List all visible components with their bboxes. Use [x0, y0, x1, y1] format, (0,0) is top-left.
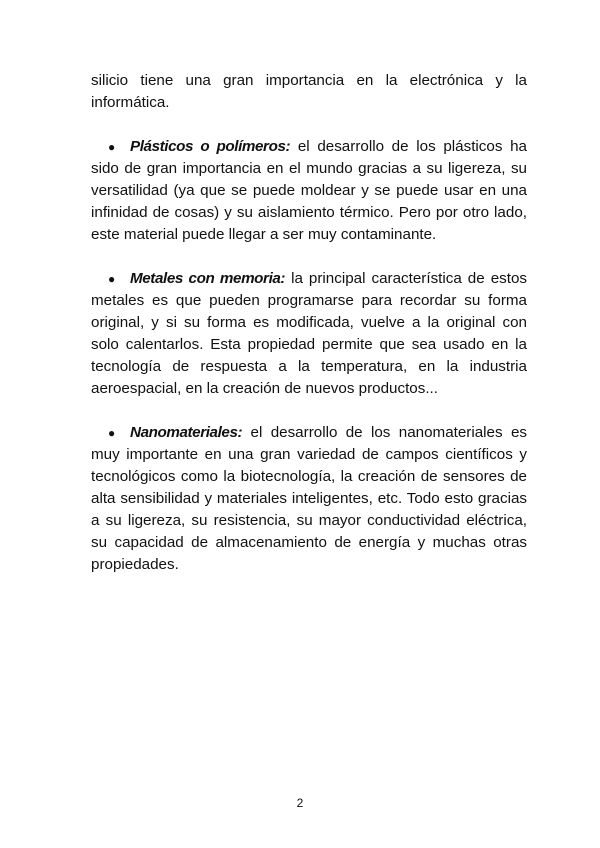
- page-content: [91, 70, 527, 598]
- item-term: Nanomateriales:: [130, 424, 243, 441]
- bullet-icon: ●: [108, 426, 116, 440]
- list-item-nanomateriales: [91, 422, 527, 576]
- item-term: Plásticos o polímeros:: [130, 138, 291, 155]
- intro-paragraph: silicio tiene una gran importancia en la electrónica y la informática.: [91, 72, 527, 111]
- item-term: Metales con memoria:: [130, 270, 286, 287]
- bullet-icon: ●: [108, 140, 116, 154]
- item-text: el desarrollo de los plásticos ha sido de gran importancia en el mundo gracias a su ligereza, su versatilidad (ya que se puede moldear y se puede usar en una infinidad de cosas) y su aislamiento térmico. Pero por otro lado, este material puede llegar a ser muy contaminante.: [91, 138, 527, 243]
- item-text: el desarrollo de los nanomateriales es muy importante en una gran variedad de campos científicos y tecnológicos como la biotecnología, la creación de sensores de alta sensibilidad y materiales inteligentes, etc. Todo esto gracias a su ligereza, su resistencia, su mayor conductividad eléctrica, su capacidad de almacenamiento de energía y muchas otras propiedades.: [91, 424, 527, 573]
- list-item-plasticos: [91, 136, 527, 246]
- list-item-metales: [91, 268, 527, 400]
- item-text: la principal característica de estos metales es que pueden programarse para recordar su forma original, y si su forma es modificada, vuelve a la original con solo calentarlos. Esta propiedad permite que sea usado en la tecnología de respuesta a la temperatura, en la industria aeroespacial, en la creación de nuevos productos...: [91, 270, 527, 397]
- page-number: 2: [296, 796, 304, 810]
- bullet-icon: ●: [108, 272, 116, 286]
